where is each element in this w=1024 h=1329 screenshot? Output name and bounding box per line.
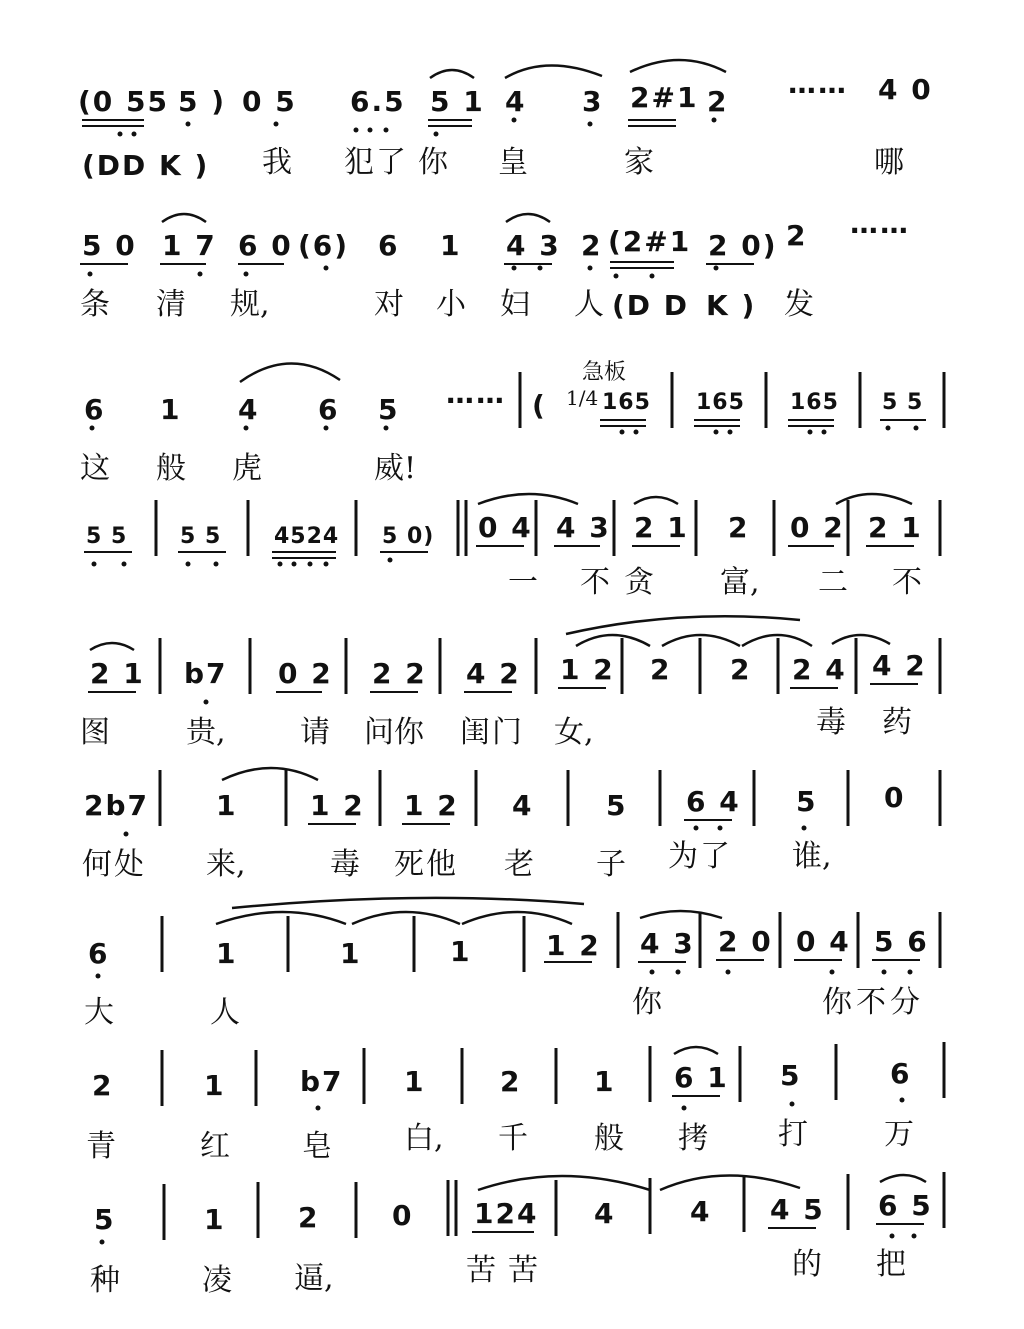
- note-group: 0 2: [278, 657, 333, 690]
- lyric-syllable: 请: [300, 715, 330, 750]
- lyric-syllable: 家: [624, 145, 654, 180]
- note-group: 2: [298, 1201, 320, 1234]
- lyric-syllable: 贪: [624, 565, 654, 600]
- bar-lines: [156, 372, 944, 1240]
- note-group: 1: [440, 229, 462, 262]
- lyric-syllable: (DD K ): [82, 149, 210, 182]
- lyric-syllable: 老: [504, 847, 534, 882]
- note-group: 5 5: [180, 524, 222, 549]
- note-group: 5: [94, 1203, 116, 1236]
- lyric-syllable: 人: [574, 287, 604, 322]
- lyric-syllable: 你: [418, 145, 448, 180]
- lyric-syllable: 子: [596, 847, 626, 882]
- lyric-syllable: 威!: [374, 451, 417, 486]
- note-group: 6: [378, 229, 400, 262]
- note-group: 4: [512, 789, 534, 822]
- lyric-syllable: 女,: [554, 715, 594, 750]
- lyric-syllable: 了: [376, 145, 406, 180]
- lyric-syllable: 哪: [874, 145, 904, 180]
- note-group: 1 2: [404, 789, 459, 822]
- lyric-syllable: 逼,: [294, 1261, 334, 1296]
- note-group: 6: [890, 1057, 912, 1090]
- lyric-syllable: 犯: [344, 145, 374, 180]
- note-group: 2: [500, 1065, 522, 1098]
- note-group: 2 1: [868, 511, 923, 544]
- lyric-syllable: 处: [114, 847, 144, 882]
- note-group: 1: [450, 935, 472, 968]
- lyric-syllable: 虎: [232, 451, 262, 486]
- note-group: 2: [707, 85, 729, 118]
- note-group: 2 1: [634, 511, 689, 544]
- lyric-syllable: 你: [632, 985, 662, 1020]
- note-group: 0 2: [790, 511, 845, 544]
- note-group: 1: [594, 1065, 616, 1098]
- lyric-syllable: 分: [890, 985, 920, 1020]
- lyric-syllable: 毒: [816, 705, 846, 740]
- note-group: 4 2: [872, 649, 927, 682]
- note-group: 2 0): [708, 229, 778, 262]
- note-group: (: [532, 389, 547, 422]
- note-group: 2 1: [90, 657, 145, 690]
- note-group: 4 2: [466, 657, 521, 690]
- lyric-syllable: 大: [84, 995, 114, 1030]
- lyric-syllable: 般: [156, 451, 186, 486]
- time-signature: 1/4: [566, 386, 599, 410]
- note-group: (0 55: [78, 85, 169, 118]
- note-group: 4 3: [640, 927, 695, 960]
- note-group: 2#1: [630, 81, 699, 114]
- note-group: 1: [340, 937, 362, 970]
- note-group: 4: [690, 1195, 712, 1228]
- note-group: 4 3: [506, 229, 561, 262]
- lyric-syllable: 苦: [466, 1253, 496, 1288]
- lyric-syllable: 对: [374, 287, 404, 322]
- lyric-syllable: 拷: [678, 1121, 708, 1156]
- note-group: 4 3: [556, 511, 611, 544]
- note-group: 165: [790, 390, 839, 415]
- note-group: 5 1: [430, 85, 485, 118]
- lyric-syllable: 种: [90, 1263, 120, 1298]
- note-group: 2 2: [372, 657, 427, 690]
- lyric-syllable: 贵,: [186, 715, 226, 750]
- note-group: 2: [92, 1069, 114, 1102]
- lyric-syllable: 人: [210, 995, 240, 1030]
- note-group: 1: [204, 1069, 226, 1102]
- lyric-syllable: 图: [80, 715, 110, 750]
- note-group: 4524: [274, 524, 340, 549]
- note-group: 165: [696, 390, 745, 415]
- note-group: 5: [606, 789, 628, 822]
- lyric-syllable: 白,: [404, 1121, 444, 1156]
- lyric-syllable: 你: [394, 715, 424, 750]
- lyric-syllable: 不: [892, 565, 922, 600]
- lyric-syllable: 清: [156, 287, 186, 322]
- lyric-syllable: 问: [364, 715, 394, 750]
- note-group: 2: [650, 653, 672, 686]
- note-group: 5: [378, 393, 400, 426]
- note-group: 4 5: [770, 1193, 825, 1226]
- note-group: 6 4: [686, 785, 741, 818]
- note-group: 1 2: [546, 929, 601, 962]
- lyric-syllable: 的: [792, 1247, 822, 1282]
- note-group: ……: [788, 67, 848, 100]
- lyric-syllable: 二: [818, 565, 848, 600]
- note-group: 1: [216, 937, 238, 970]
- note-group: ……: [446, 377, 506, 410]
- lyric-syllable: 死: [394, 847, 424, 882]
- note-group: 1: [216, 789, 238, 822]
- note-group: 0: [884, 781, 906, 814]
- lyric-syllable: 毒: [330, 847, 360, 882]
- note-group: 2: [786, 219, 808, 252]
- note-group: 0 4: [796, 925, 851, 958]
- note-group: 1: [160, 393, 182, 426]
- lyric-syllable: 发: [784, 287, 814, 322]
- note-group: 4 0: [878, 73, 933, 106]
- note-group: b7: [184, 657, 228, 690]
- lyric-syllable: 妇: [500, 287, 530, 322]
- lyric-syllable: 了: [700, 839, 730, 874]
- lyric-syllable: 把: [876, 1247, 906, 1282]
- note-group: 1: [204, 1203, 226, 1236]
- note-group: ……: [850, 207, 910, 240]
- lyric-syllable: 这: [80, 451, 110, 486]
- note-group: 5 5: [86, 524, 128, 549]
- lyric-syllable: 药: [882, 705, 912, 740]
- note-group: 6: [84, 393, 106, 426]
- note-group: 4: [594, 1197, 616, 1230]
- note-group: 5 ): [178, 85, 227, 118]
- lyric-syllable: 门: [492, 715, 522, 750]
- note-group: 2 4: [792, 653, 847, 686]
- lyric-syllable: 万: [884, 1117, 914, 1152]
- note-group: 6.5: [350, 85, 406, 118]
- lyric-syllable: 小: [436, 287, 466, 322]
- note-group: 6 0: [238, 229, 293, 262]
- note-group: 1: [404, 1065, 426, 1098]
- lyric-syllable: 皂: [302, 1129, 332, 1164]
- note-group: 5 6: [874, 925, 929, 958]
- note-group: 4: [505, 85, 527, 118]
- note-group: 124: [474, 1197, 539, 1230]
- lyric-syllable: 你: [822, 985, 852, 1020]
- note-group: 6: [318, 393, 340, 426]
- lyric-syllable: 千: [498, 1121, 528, 1156]
- note-group: 2 0: [718, 925, 773, 958]
- note-group: 5 0): [382, 524, 435, 549]
- note-group: 6 5: [878, 1189, 933, 1222]
- lyric-syllable: 苦: [508, 1253, 538, 1288]
- lyric-syllable: (D D: [612, 289, 690, 322]
- note-group: 2: [581, 229, 603, 262]
- note-group: 165: [602, 390, 651, 415]
- lyric-syllable: 规,: [230, 287, 270, 322]
- note-group: 1 2: [310, 789, 365, 822]
- lyric-syllable: 何: [82, 847, 112, 882]
- note-group: (6): [298, 229, 350, 262]
- note-group: 2b7: [84, 789, 150, 822]
- note-group: 5: [780, 1059, 802, 1092]
- note-group: 2: [730, 653, 752, 686]
- note-group: 5 0: [82, 229, 137, 262]
- tempo-mark: 急板: [582, 360, 627, 385]
- note-group: 0 5: [242, 85, 297, 118]
- note-group: 5 5: [882, 390, 924, 415]
- note-group: 6: [88, 937, 110, 970]
- lyric-syllable: 富,: [720, 565, 760, 600]
- lyric-syllable: 皇: [498, 145, 528, 180]
- note-group: 6 1: [674, 1061, 729, 1094]
- lyric-syllable: 我: [262, 145, 292, 180]
- lyric-syllable: 青: [86, 1129, 116, 1164]
- note-group: b7: [300, 1065, 344, 1098]
- note-group: 5: [796, 785, 818, 818]
- lyric-syllable: 红: [200, 1129, 230, 1164]
- lyric-syllable: 一: [508, 565, 538, 600]
- note-group: 0: [392, 1199, 414, 1232]
- note-group: 3: [582, 85, 604, 118]
- lyric-syllable: 为: [668, 839, 698, 874]
- lyric-syllable: 他: [426, 847, 456, 882]
- note-group: (2#1: [608, 225, 692, 258]
- lyric-syllable: 条: [80, 287, 110, 322]
- note-group: 4: [238, 393, 260, 426]
- lyric-syllable: 不: [856, 985, 886, 1020]
- note-group: 2: [728, 511, 750, 544]
- note-group: 0 4: [478, 511, 533, 544]
- lyric-syllable: 谁,: [792, 839, 832, 874]
- lyric-syllable: 凌: [202, 1263, 232, 1298]
- lyric-syllable: 打: [778, 1117, 808, 1152]
- lyric-syllable: 不: [580, 565, 610, 600]
- note-group: 1 2: [560, 653, 615, 686]
- lyric-syllable: 闺: [460, 715, 490, 750]
- lyric-syllable: 般: [594, 1121, 624, 1156]
- lyric-syllable: K ): [706, 289, 757, 322]
- note-group: 1 7: [162, 229, 217, 262]
- lyric-syllable: 来,: [206, 847, 246, 882]
